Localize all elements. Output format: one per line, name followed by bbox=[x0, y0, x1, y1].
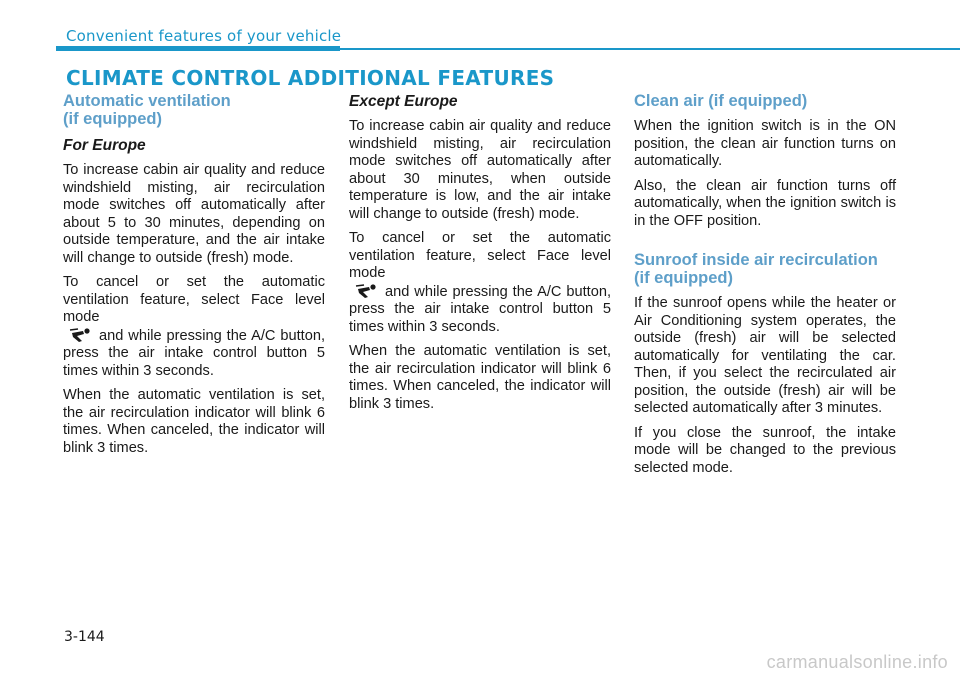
page-header-title: Convenient features of your vehicle bbox=[66, 27, 342, 45]
paragraph-text: To cancel or set the automatic ventilation feature, select Face level mode bbox=[349, 230, 611, 281]
spacer bbox=[634, 237, 896, 251]
page-number: 3-144 bbox=[64, 629, 105, 645]
paragraph: If you close the sunroof, the intake mode will be changed to the previous selected mode. bbox=[634, 424, 896, 476]
paragraph: Also, the clean air function turns off automatically, when the ignition switch is in the OFF position. bbox=[634, 177, 896, 229]
heading-clean-air: Clean air (if equipped) bbox=[634, 92, 808, 110]
watermark: carmanualsonline.info bbox=[766, 652, 948, 672]
face-level-mode-icon bbox=[355, 283, 381, 299]
paragraph-text: and while pressing the A/C button, press the air intake control button 5 times within 3 seconds. bbox=[349, 283, 611, 335]
heading-sunroof-recirculation bbox=[634, 251, 896, 287]
subheading-for-europe: For Europe bbox=[63, 137, 146, 154]
heading-line: (if equipped) bbox=[634, 269, 733, 287]
column-automatic-ventilation-except-europe bbox=[349, 92, 611, 420]
section-title: CLIMATE CONTROL ADDITIONAL FEATURES bbox=[66, 66, 555, 90]
subheading-except-europe: Except Europe bbox=[349, 93, 458, 110]
paragraph: When the ignition switch is in the ON position, the clean air function turns on automatically. bbox=[634, 118, 896, 169]
heading-line: Automatic ventilation bbox=[63, 92, 231, 110]
paragraph: To increase cabin air quality and reduce windshield misting, air recirculation mode switches off automatically after about 30 minutes, when outside temperature is low, and the air intake will change to outside (fresh) mode. bbox=[349, 118, 611, 222]
paragraph: To increase cabin air quality and reduce windshield misting, air recirculation mode switches off automatically after about 5 to 30 minutes, depending on outside temperature, and the air intake will change to outside (fresh) mode. bbox=[63, 162, 325, 266]
heading-line: Sunroof inside air recirculation bbox=[634, 251, 878, 269]
header-rule-thin bbox=[340, 48, 960, 50]
paragraph-with-icon bbox=[63, 274, 325, 380]
heading-automatic-ventilation bbox=[63, 92, 325, 128]
face-level-mode-icon bbox=[69, 327, 95, 343]
paragraph: When the automatic ventilation is set, the air recirculation indicator will blink 6 times. When canceled, the indicator will blink 3 times. bbox=[63, 387, 325, 456]
paragraph-with-icon bbox=[349, 230, 611, 336]
column-automatic-ventilation-europe bbox=[63, 92, 325, 464]
column-clean-air-sunroof bbox=[634, 92, 896, 484]
heading-line: (if equipped) bbox=[63, 110, 162, 128]
header-rule-thick bbox=[56, 46, 340, 51]
paragraph-text: To cancel or set the automatic ventilation feature, select Face level mode bbox=[63, 274, 325, 325]
paragraph: If the sunroof opens while the heater or Air Conditioning system operates, the outside (fresh) air will be selected automatically for ventilating the car. Then, if you select the recirculated air position, the outside (fresh) air will be selected automatically after 3 minutes. bbox=[634, 295, 896, 416]
paragraph: When the automatic ventilation is set, the air recirculation indicator will blink 6 times. When canceled, the indicator will blink 3 times. bbox=[349, 343, 611, 412]
paragraph-text: and while pressing the A/C button, press the air intake control button 5 times within 3 seconds. bbox=[63, 327, 325, 379]
